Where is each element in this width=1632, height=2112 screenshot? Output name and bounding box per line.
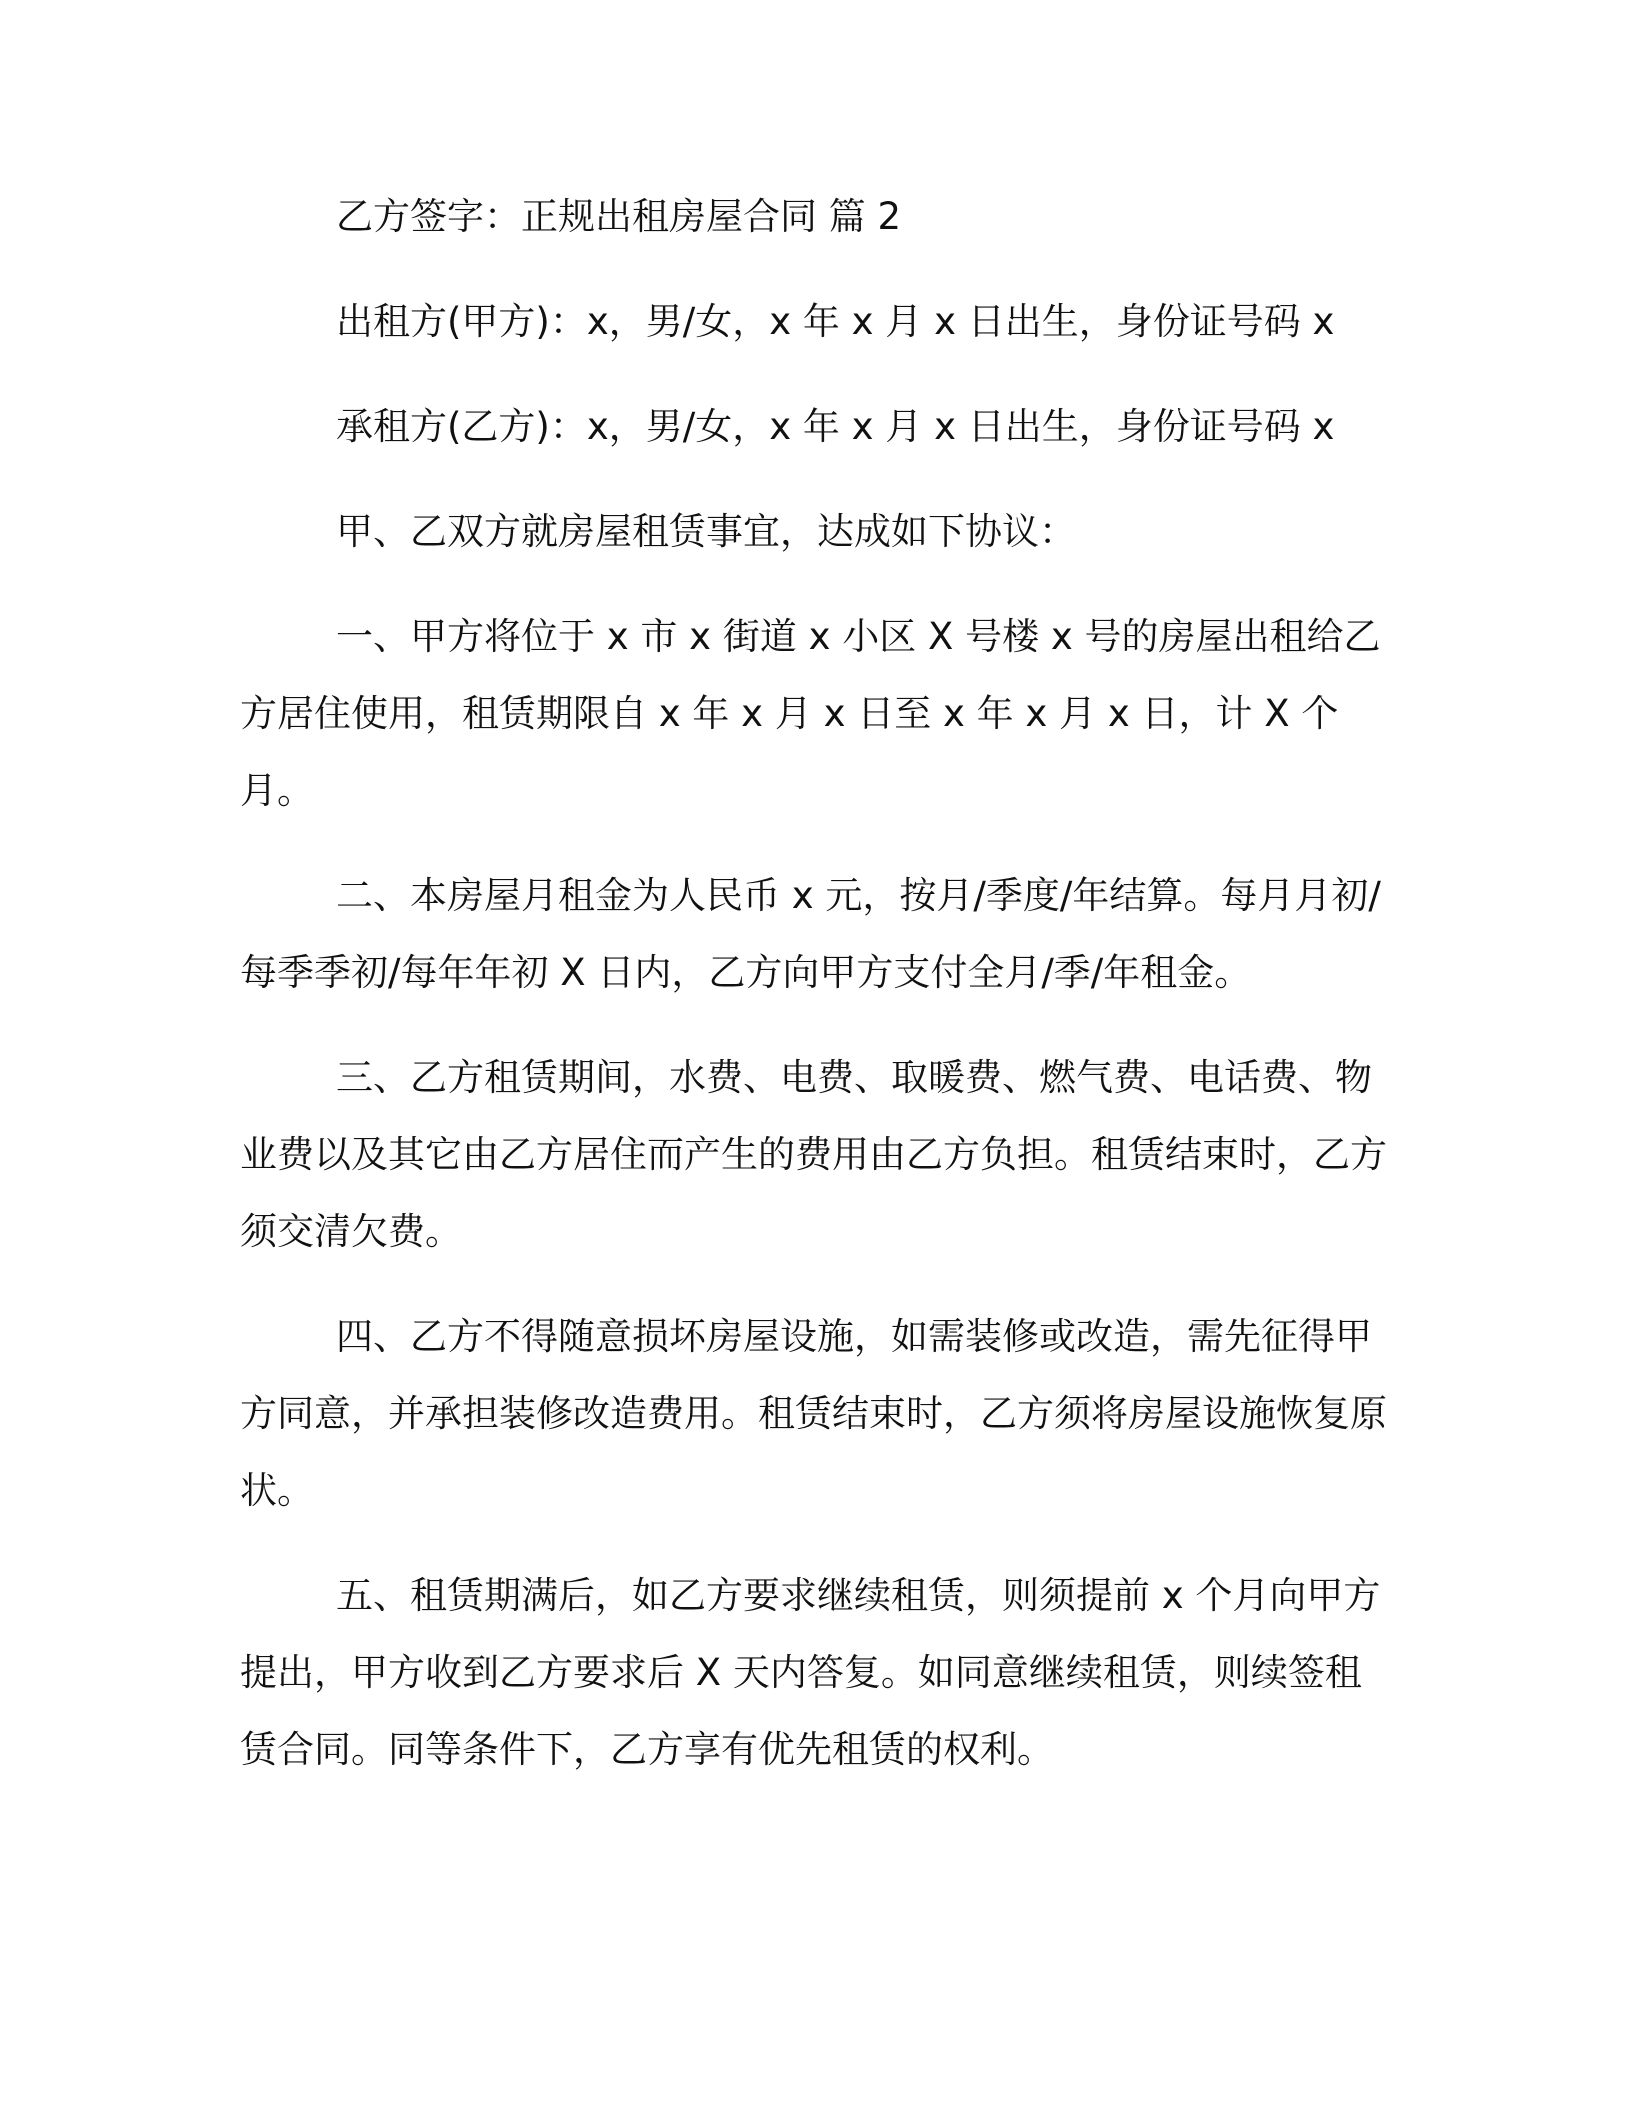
lessor-info: 出租方(甲方)：x，男/女，x 年 x 月 x 日出生，身份证号码 x [336, 300, 1335, 343]
document-body [240, 178, 1395, 1816]
signature-line: 乙方签字：正规出租房屋合同 篇 2 [336, 195, 902, 238]
clause-5: 五、租赁期满后，如乙方要求继续租赁，则须提前 x 个月向甲方提出，甲方收到乙方要求后 X 天内答复。如同意继续租赁，则续签租赁合同。同等条件下，乙方享有优先租赁的权利。 [240, 1574, 1381, 1771]
clause-3: 三、乙方租赁期间，水费、电费、取暖费、燃气费、电话费、物业费以及其它由乙方居住而产生的费用由乙方负担。租赁结束时，乙方须交清欠费。 [240, 1056, 1387, 1253]
lessee-info: 承租方(乙方)：x，男/女，x 年 x 月 x 日出生，身份证号码 x [336, 405, 1335, 448]
clause-2: 二、本房屋月租金为人民币 x 元，按月/季度/年结算。每月月初/每季季初/每年年初 X 日内，乙方向甲方支付全月/季/年租金。 [240, 874, 1381, 994]
clause-4: 四、乙方不得随意损坏房屋设施，如需装修或改造，需先征得甲方同意，并承担装修改造费用。租赁结束时，乙方须将房屋设施恢复原状。 [240, 1315, 1387, 1512]
clause-1: 一、甲方将位于 x 市 x 街道 x 小区 X 号楼 x 号的房屋出租给乙方居住使用，租赁期限自 x 年 x 月 x 日至 x 年 x 月 x 日，计 X 个月。 [240, 615, 1381, 812]
agreement-intro: 甲、乙双方就房屋租赁事宜，达成如下协议： [336, 510, 1076, 553]
